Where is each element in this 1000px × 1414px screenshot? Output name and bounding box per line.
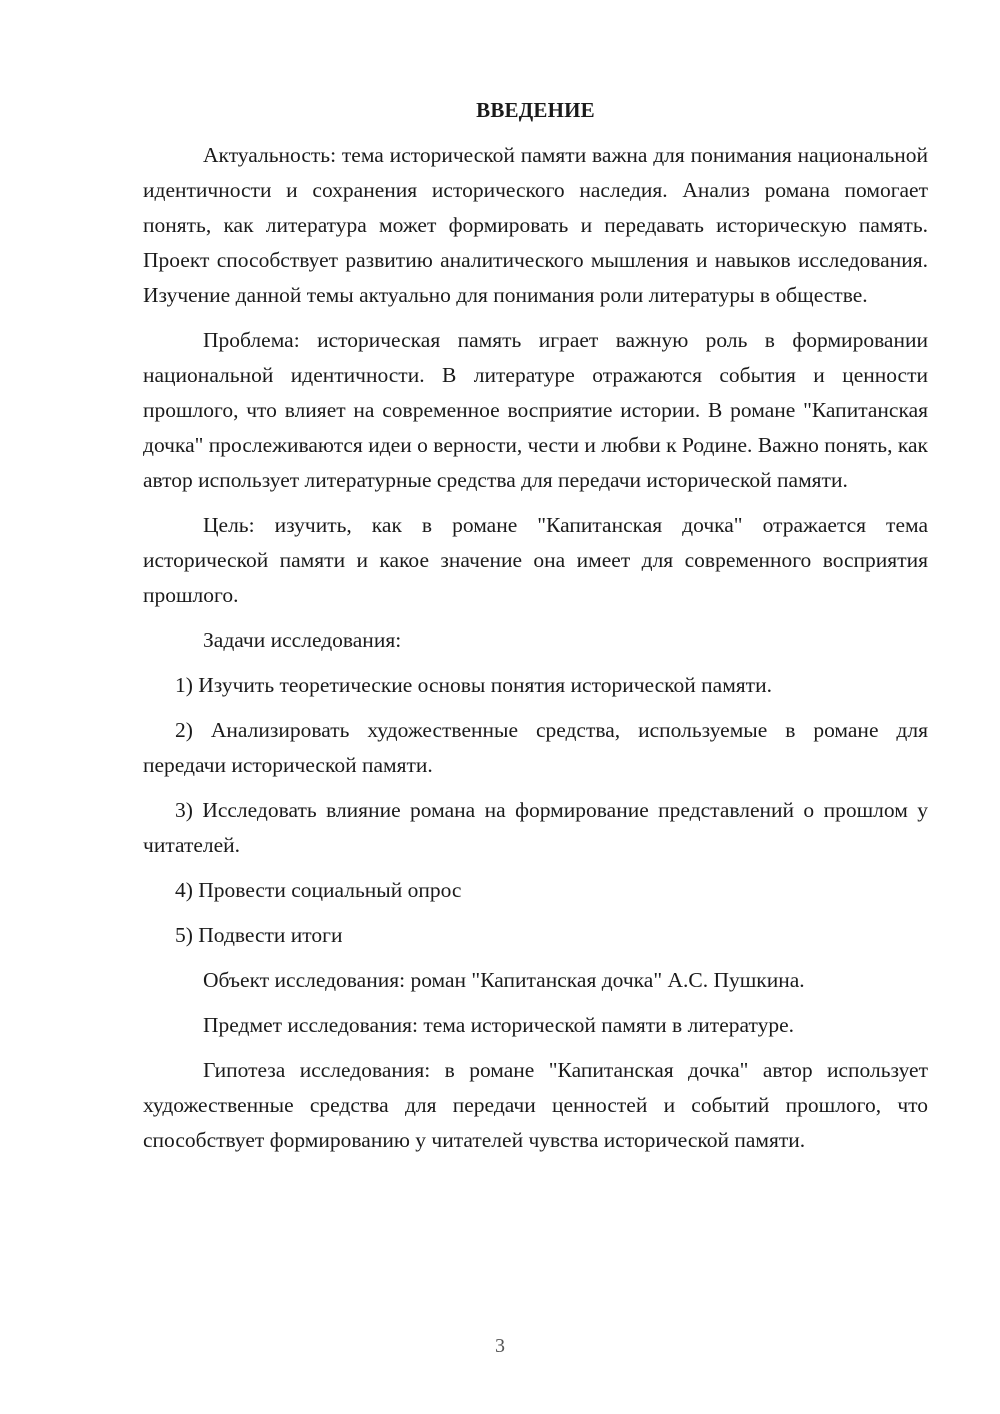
relevance-paragraph: Актуальность: тема исторической памяти важна для понимания национальной идентичности и сохранения исторического наследия. Анализ романа помогает понять, как литература может формировать и передавать историческую память. Проект способствует развитию аналитического мышления и навыков исследования. Изучение данной темы актуально для понимания роли литературы в обществе. (143, 143, 928, 307)
task-item-4: 4) Провести социальный опрос (175, 878, 462, 902)
task-item-1: 1) Изучить теоретические основы понятия исторической памяти. (175, 673, 772, 697)
problem-paragraph: Проблема: историческая память играет важную роль в формировании национальной идентичности. В литературе отражаются события и ценности прошлого, что влияет на современное восприятие истории. В романе "Капитанская дочка" прослеживаются идеи о верности, чести и любви к Родине. Важно понять, как автор использует литературные средства для передачи исторической памяти. (143, 328, 928, 492)
page-title: ВВЕДЕНИЕ (476, 98, 595, 122)
goal-paragraph: Цель: изучить, как в романе "Капитанская дочка" отражается тема исторической памяти и какое значение она имеет для современного восприятия прошлого. (143, 513, 928, 607)
task-item-3: 3) Исследовать влияние романа на формирование представлений о прошлом у читателей. (143, 798, 928, 857)
subject-paragraph: Предмет исследования: тема исторической памяти в литературе. (203, 1013, 795, 1037)
page-number: 3 (495, 1335, 505, 1357)
hypothesis-paragraph: Гипотеза исследования: в романе "Капитанская дочка" автор использует художественные средства для передачи ценностей и событий прошлого, что способствует формированию у читателей чувства исторической памяти. (143, 1058, 928, 1152)
tasks-heading: Задачи исследования: (203, 628, 402, 652)
task-item-5: 5) Подвести итоги (175, 923, 343, 947)
object-paragraph: Объект исследования: роман "Капитанская дочка" А.С. Пушкина. (203, 968, 805, 992)
task-item-2: 2) Анализировать художественные средства, используемые в романе для передачи исторической памяти. (143, 718, 928, 777)
document-page (143, 93, 928, 1158)
